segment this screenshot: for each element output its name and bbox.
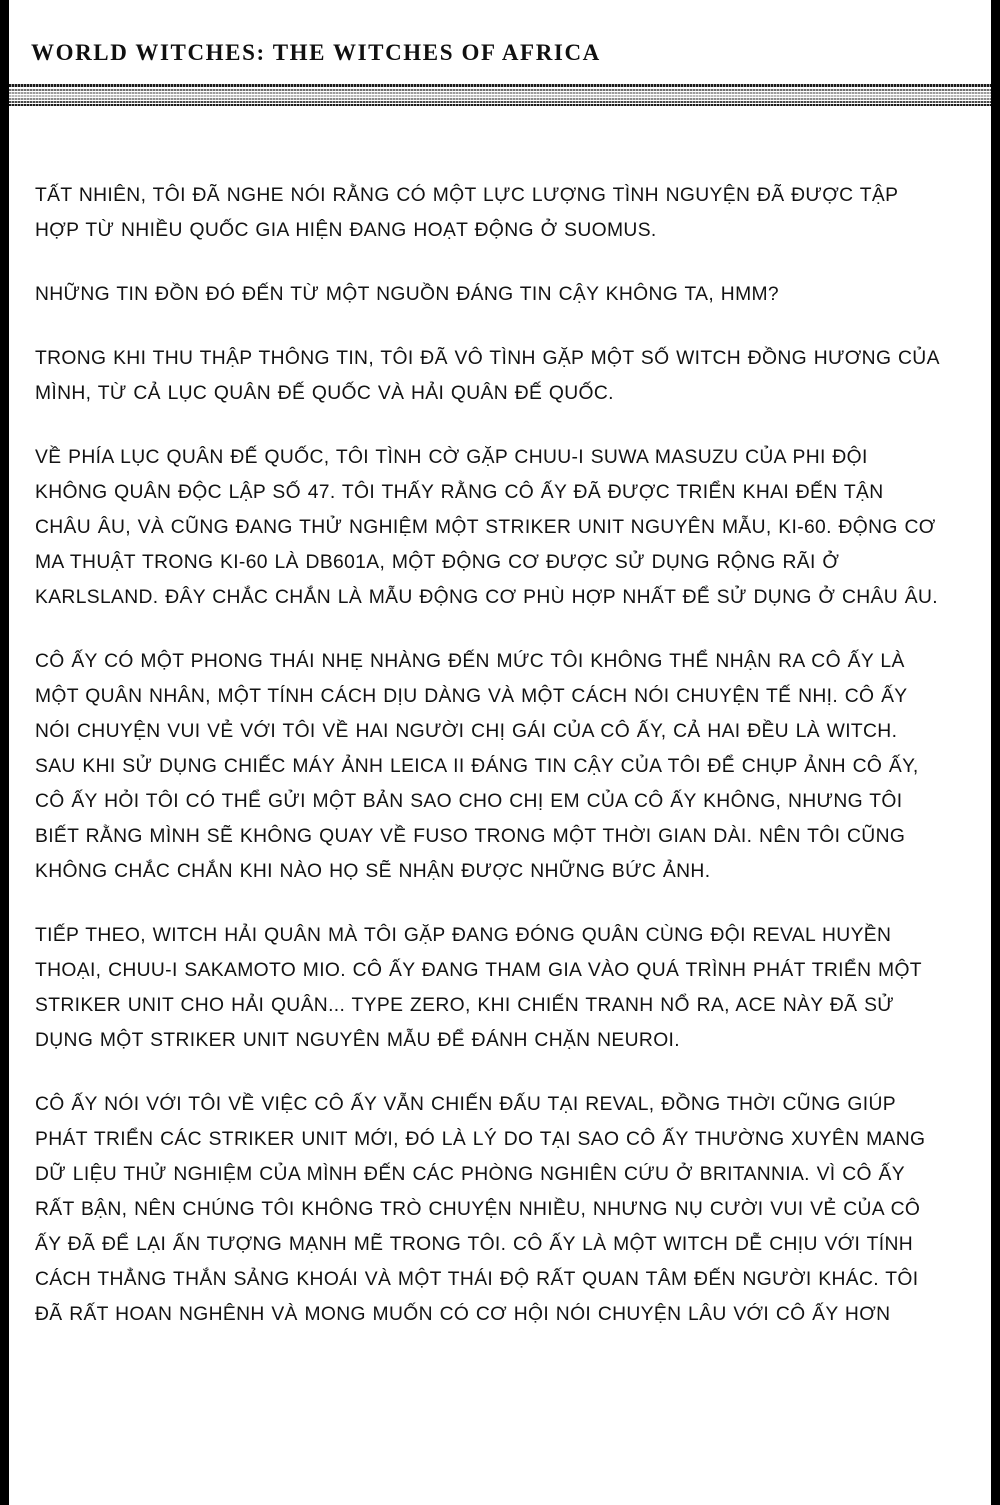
paragraph: CÔ ẤY CÓ MỘT PHONG THÁI NHẸ NHÀNG ĐẾN MỨC TÔI KHÔNG THỂ NHẬN RA CÔ ẤY LÀ MỘT QUÂN NHÂN, MỘT TÍNH CÁCH DỊU DÀNG VÀ MỘT CÁCH NÓI CHUYỆN TẾ NHỊ. CÔ ẤY NÓI CHUYỆN VUI VẺ VỚI TÔI VỀ HAI NGƯỜI CHỊ GÁI CỦA CÔ ẤY, CẢ HAI ĐỀU LÀ WITCH. SAU KHI SỬ DỤNG CHIẾC MÁY ẢNH LEICA II ĐÁNG TIN CẬY CỦA TÔI ĐỂ CHỤP ẢNH CÔ ẤY, CÔ ẤY HỎI TÔI CÓ THỂ GỬI MỘT BẢN SAO CHO CHỊ EM CỦA CÔ ẤY KHÔNG, NHƯNG TÔI BIẾT RẰNG MÌNH SẼ KHÔNG QUAY VỀ FUSO TRONG MỘT THỜI GIAN DÀI. NÊN TÔI CŨNG KHÔNG CHẮC CHẮN KHI NÀO HỌ SẼ NHẬN ĐƯỢC NHỮNG BỨC ẢNH. [35, 651, 919, 882]
paragraph: TRONG KHI THU THẬP THÔNG TIN, TÔI ĐÃ VÔ TÌNH GẶP MỘT SỐ WITCH ĐỒNG HƯƠNG CỦA MÌNH, TỪ CẢ LỤC QUÂN ĐẾ QUỐC VÀ HẢI QUÂN ĐẾ QUỐC. [35, 348, 939, 404]
document-body [9, 106, 991, 1332]
paragraph: VỀ PHÍA LỤC QUÂN ĐẾ QUỐC, TÔI TÌNH CỜ GẶP CHUU-I SUWA MASUZU CỦA PHI ĐỘI KHÔNG QUÂN ĐỘC LẬP SỐ 47. TÔI THẤY RẰNG CÔ ẤY ĐÃ ĐƯỢC TRIỂN KHAI ĐẾN TẬN CHÂU ÂU, VÀ CŨNG ĐANG THỬ NGHIỆM MỘT STRIKER UNIT NGUYÊN MẪU, KI-60. ĐỘNG CƠ MA THUẬT TRONG KI-60 LÀ DB601A, MỘT ĐỘNG CƠ ĐƯỢC SỬ DỤNG RỘNG RÃI Ở KARLSLAND. ĐÂY CHẮC CHẮN LÀ MẪU ĐỘNG CƠ PHÙ HỢP NHẤT ĐỂ SỬ DỤNG Ở CHÂU ÂU. [35, 447, 938, 608]
page-title: WORLD WITCHES: THE WITCHES OF AFRICA [31, 40, 601, 65]
header-divider-texture [9, 84, 991, 106]
paragraph: CÔ ẤY NÓI VỚI TÔI VỀ VIỆC CÔ ẤY VẪN CHIẾN ĐẤU TẠI REVAL, ĐỒNG THỜI CŨNG GIÚP PHÁT TRIỂN CÁC STRIKER UNIT MỚI, ĐÓ LÀ LÝ DO TẠI SAO CÔ ẤY THƯỜNG XUYÊN MANG DỮ LIỆU THỬ NGHIỆM CỦA MÌNH ĐẾN CÁC PHÒNG NGHIÊN CỨU Ở BRITANNIA. VÌ CÔ ẤY RẤT BẬN, NÊN CHÚNG TÔI KHÔNG TRÒ CHUYỆN NHIỀU, NHƯNG NỤ CƯỜI VUI VẺ CỦA CÔ ẤY ĐÃ ĐỂ LẠI ẤN TƯỢNG MẠNH MẼ TRONG TÔI. CÔ ẤY LÀ MỘT WITCH DỄ CHỊU VỚI TÍNH CÁCH THẲNG THẮN SẢNG KHOÁI VÀ MỘT THÁI ĐỘ RẤT QUAN TÂM ĐẾN NGƯỜI KHÁC. TÔI ĐÃ RẤT HOAN NGHÊNH VÀ MONG MUỐN CÓ CƠ HỘI NÓI CHUYỆN LÂU VỚI CÔ ẤY HƠN [35, 1094, 926, 1325]
page-header [9, 0, 991, 66]
paragraph: TIẾP THEO, WITCH HẢI QUÂN MÀ TÔI GẶP ĐANG ĐÓNG QUÂN CÙNG ĐỘI REVAL HUYỀN THOẠI, CHUU-I SAKAMOTO MIO. CÔ ẤY ĐANG THAM GIA VÀO QUÁ TRÌNH PHÁT TRIỂN MỘT STRIKER UNIT CHO HẢI QUÂN... TYPE ZERO, KHI CHIẾN TRANH NỔ RA, ACE NÀY ĐÃ SỬ DỤNG MỘT STRIKER UNIT NGUYÊN MẪU ĐỂ ĐÁNH CHẶN NEUROI. [35, 925, 922, 1051]
paragraph: NHỮNG TIN ĐỒN ĐÓ ĐẾN TỪ MỘT NGUỒN ĐÁNG TIN CẬY KHÔNG TA, HMM? [35, 284, 779, 305]
paragraph: TẤT NHIÊN, TÔI ĐÃ NGHE NÓI RẰNG CÓ MỘT LỰC LƯỢNG TÌNH NGUYỆN ĐÃ ĐƯỢC TẬP HỢP TỪ NHIỀU QUỐC GIA HIỆN ĐANG HOẠT ĐỘNG Ở SUOMUS. [35, 185, 898, 241]
header-divider [9, 84, 991, 106]
